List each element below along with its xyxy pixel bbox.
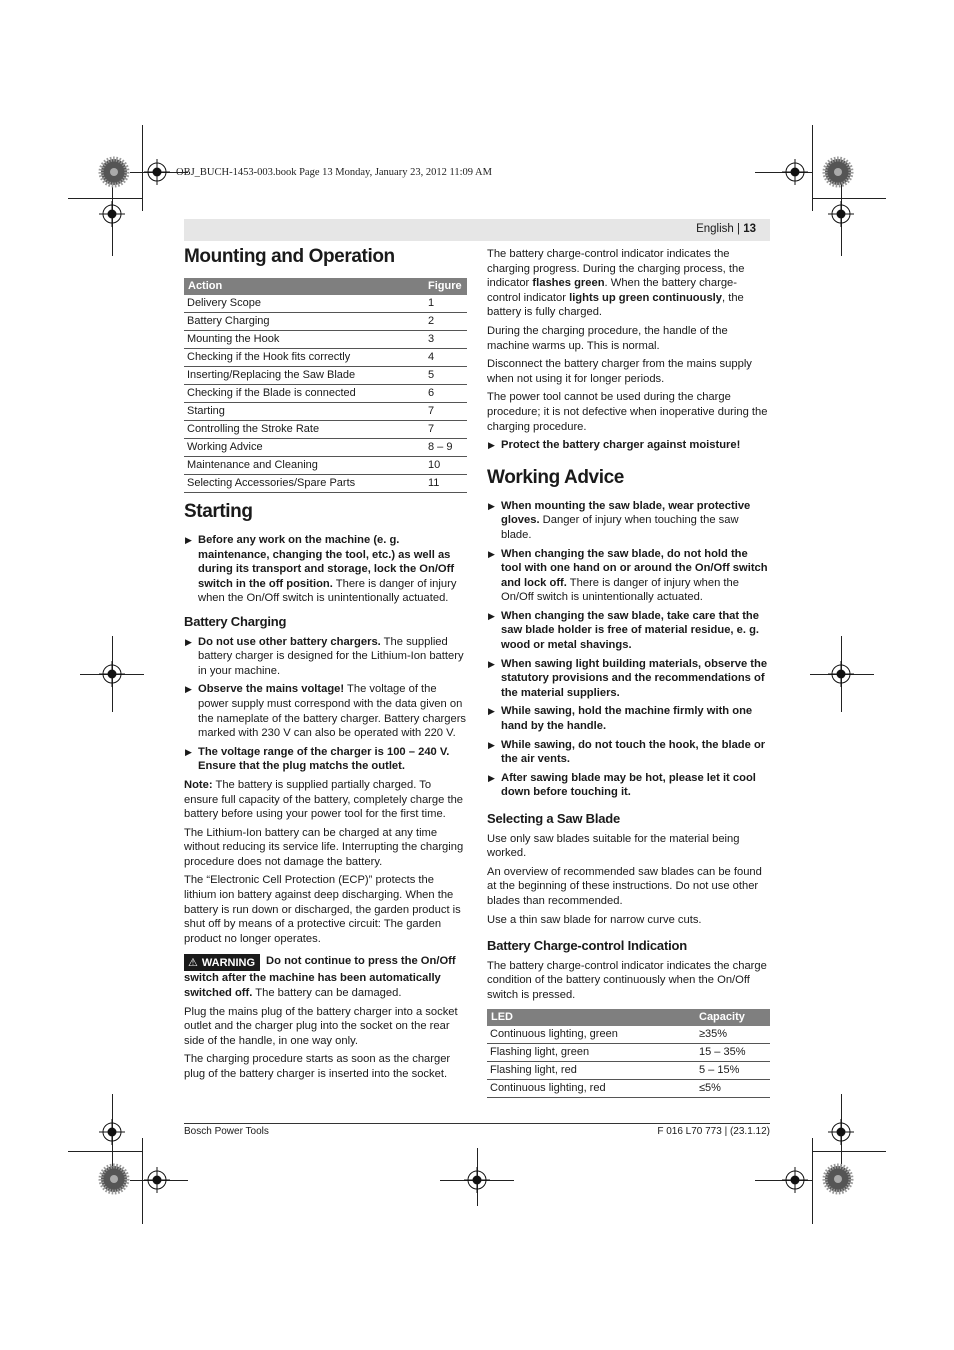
table-cell-value: ≤5% — [695, 1079, 770, 1097]
footer-rule — [184, 1123, 770, 1124]
warning-badge: ⚠ WARNING — [184, 954, 260, 971]
table-row — [184, 475, 467, 493]
triangle-right-icon: ▶ — [488, 658, 495, 669]
procedure-paragraph: The charging procedure starts as soon as the charger plug of the battery charger is inserted into the socket. — [184, 1053, 451, 1080]
saw-blade-title: Selecting a Saw Blade — [487, 811, 621, 826]
table-cell-value: 10 — [424, 457, 467, 475]
charge-indication-title: Battery Charge-control Indication — [487, 938, 687, 954]
table-cell-value: 5 — [424, 367, 467, 385]
triangle-right-icon: ▶ — [488, 610, 495, 621]
charge-indication-p1: The battery charge-control indicator indicates the charge condition of the battery continuously when the On/Off switch is pressed. — [487, 959, 767, 1001]
list-item: ▶ When changing the saw blade, take care that the saw blade holder is free of material residue, e. g. wood or metal shavings. — [488, 609, 760, 652]
table-row — [487, 1026, 770, 1044]
table-row — [184, 331, 467, 349]
charge-indication-table — [487, 1009, 770, 1098]
list-item: ▶ While sawing, do not touch the hook, the blade or the air vents. — [488, 738, 766, 766]
saw-blade-p1: Use only saw blades suitable for the material being worked. — [487, 832, 740, 860]
table-cell-value: ≥35% — [695, 1026, 770, 1044]
table-row — [487, 1079, 770, 1097]
triangle-right-icon: ▶ — [185, 684, 192, 695]
column-header: Action — [184, 278, 424, 295]
triangle-right-icon: ▶ — [488, 548, 495, 559]
book-info-line: OBJ_BUCH-1453-003.book Page 13 Monday, January 23, 2012 11:09 AM — [176, 167, 492, 178]
table-cell-label: Battery Charging — [184, 313, 424, 331]
table-row — [184, 385, 467, 403]
triangle-right-icon: ▶ — [488, 739, 495, 750]
list-item: ▶ When sawing light building materials, observe the statutory provisions and the recommendations of the material suppliers. — [488, 657, 768, 699]
table-cell-label: Flashing light, red — [487, 1061, 695, 1079]
table-row — [487, 1043, 770, 1061]
footer-right: F 016 L70 773 | (23.1.12) — [657, 1126, 770, 1137]
table-row — [487, 1061, 770, 1079]
triangle-right-icon: ▶ — [488, 500, 495, 511]
table-row — [184, 295, 467, 313]
list-item: ▶ The voltage range of the charger is 100 – 240 V. Ensure that the plug matchs the outlet. — [185, 745, 450, 773]
table-cell-label: Mounting the Hook — [184, 331, 424, 349]
list-item: ▶ When changing the saw blade, do not hold the tool with one hand on or around the On/Off switch and lock off. There is danger of injury when the On/Off switch is unintentionally actuated. — [488, 547, 768, 604]
table-cell-value: 7 — [424, 421, 467, 439]
list-item: ▶ Protect the battery charger against moisture! — [488, 439, 741, 452]
triangle-right-icon: ▶ — [185, 535, 192, 545]
mounting-title: Mounting and Operation — [184, 246, 395, 267]
table-row — [184, 367, 467, 385]
disconnect-paragraph: Disconnect the battery charger from the mains supply when not using it for longer periods. — [487, 358, 752, 385]
table-cell-label: Continuous lighting, red — [487, 1079, 695, 1097]
table-cell-label: Working Advice — [184, 439, 424, 457]
table-cell-value: 7 — [424, 403, 467, 421]
table-cell-label: Checking if the Blade is connected — [184, 385, 424, 403]
footer-left: Bosch Power Tools — [184, 1126, 269, 1137]
table-cell-value: 6 — [424, 385, 467, 403]
ecp-paragraph: The “Electronic Cell Protection (ECP)” protects the lithium ion battery against deep discharging. When the battery is run down or discharged, the garden product is shut off by means of a protective circuit: The garden product no longer operates. — [184, 874, 461, 945]
saw-blade-p3: Use a thin saw blade for narrow curve cuts. — [487, 913, 702, 926]
table-cell-label: Inserting/Replacing the Saw Blade — [184, 367, 424, 385]
table-cell-value: 5 – 15% — [695, 1061, 770, 1079]
table-row — [184, 439, 467, 457]
table-cell-label: Delivery Scope — [184, 295, 424, 313]
triangle-right-icon: ▶ — [185, 746, 192, 757]
mounting-table — [184, 278, 467, 493]
warning-triangle-icon: ⚠ — [188, 957, 198, 970]
list-item: ▶ Do not use other battery chargers. The supplied battery charger is designed for the Lithium-Ion battery in your machine. — [185, 635, 464, 677]
list-item: ▶ When mounting the saw blade, wear protective gloves. Danger of injury when touching the saw blade. — [488, 499, 751, 541]
right-column — [487, 247, 770, 1098]
triangle-right-icon: ▶ — [488, 440, 495, 451]
starting-title: Starting — [184, 501, 253, 522]
table-cell-label: Continuous lighting, green — [487, 1026, 695, 1044]
table-header-row — [487, 1009, 770, 1026]
triangle-right-icon: ▶ — [488, 772, 495, 783]
left-column — [184, 244, 467, 1086]
note-paragraph: Note: The battery is supplied partially charged. To ensure full capacity of the battery, completely charge the battery before using your power tool for the first time. — [184, 778, 464, 821]
column-header: Capacity — [695, 1009, 770, 1026]
list-item: ▶ While sawing, hold the machine firmly with one hand by the handle. — [488, 705, 753, 733]
list-item: ▶ Observe the mains voltage! The voltage of the power supply must correspond with the data given on the nameplate of the battery charger. Battery chargers marked with 230 V can also be operated with 220 V. — [185, 683, 467, 740]
table-cell-value: 1 — [424, 295, 467, 313]
table-cell-label: Selecting Accessories/Spare Parts — [184, 475, 424, 493]
battery-charging-title: Battery Charging — [184, 613, 287, 629]
table-cell-value: 3 — [424, 331, 467, 349]
not-defective-paragraph: The power tool cannot be used during the charge procedure; it is not defective when inoperative during the charging procedure. — [487, 391, 768, 433]
triangle-right-icon: ▶ — [185, 636, 192, 647]
working-advice-title: Working Advice — [487, 466, 624, 488]
table-cell-value: 4 — [424, 349, 467, 367]
table-cell-label: Maintenance and Cleaning — [184, 457, 424, 475]
warm-handle-paragraph: During the charging procedure, the handle of the machine warms up. This is normal. — [487, 324, 728, 352]
lithium-paragraph: The Lithium-Ion battery can be charged at any time without reducing its service life. Interrupting the charging procedure does not damage the battery. — [184, 826, 464, 868]
charge-indicator-paragraph: The battery charge-control indicator indicates the charging progress. During the charging process, the indicator flashes green. When the battery charge-control indicator lights up green continuously, the battery is fully charged. — [487, 248, 745, 319]
header-language: English — [696, 223, 734, 235]
table-row — [184, 457, 467, 475]
triangle-right-icon: ▶ — [488, 706, 495, 717]
table-cell-value: 11 — [424, 475, 467, 493]
page-header — [184, 219, 770, 241]
table-cell-label: Flashing light, green — [487, 1043, 695, 1061]
page-number: 13 — [743, 223, 756, 235]
table-header-row — [184, 278, 467, 295]
list-item: ▶ Before any work on the machine (e. g. maintenance, changing the tool, etc.) as well as during its transport and storage, lock the On/Off switch in the off position. There is danger of injury when the On/Off switch is unintentionally actuated. — [185, 534, 457, 605]
table-cell-label: Checking if the Hook fits correctly — [184, 349, 424, 367]
table-cell-value: 8 – 9 — [424, 439, 467, 457]
table-cell-label: Starting — [184, 403, 424, 421]
plug-paragraph: Plug the mains plug of the battery charger into a socket outlet and the charger plug into the socket on the rear side of the handle, in one way only. — [184, 1005, 458, 1047]
table-row — [184, 313, 467, 331]
table-row — [184, 349, 467, 367]
table-cell-label: Controlling the Stroke Rate — [184, 421, 424, 439]
header-separator: | — [737, 223, 740, 235]
list-item: ▶ After sawing blade may be hot, please let it cool down before touching it. — [488, 771, 756, 799]
table-row — [184, 421, 467, 439]
table-cell-value: 2 — [424, 313, 467, 331]
table-row — [184, 403, 467, 421]
saw-blade-p2: An overview of recommended saw blades can be found at the beginning of these instructions. Do not use other blades than recommended. — [487, 865, 762, 907]
column-header: Figure — [424, 278, 467, 295]
warning-block: ⚠ WARNING Do not continue to press the On/Off switch after the machine has been automatically switched off. The battery can be damaged. — [184, 955, 456, 1000]
table-cell-value: 15 – 35% — [695, 1043, 770, 1061]
column-header: LED — [487, 1009, 695, 1026]
